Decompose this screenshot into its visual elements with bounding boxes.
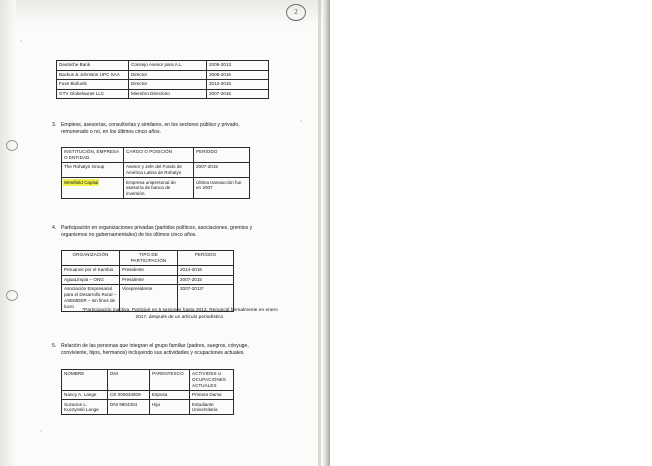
cell-organization: AguaLimpia – ONG [62,275,120,285]
question-index-4: 4. [52,225,57,231]
cell-relationship: Esposa [150,390,190,400]
table-header-row [62,251,234,266]
table-row [57,80,269,90]
question-index-3: 3. [52,122,57,128]
table-row [62,266,234,276]
cell-entity: Deutsche Bank [57,61,129,71]
question-text-5: Relación de las personas que integran el grupo familiar (padres, suegros, cónyuge, conviviente, hijos, hermanos) incluyendo sus actividades y ocupaciones actuales. [61,343,249,357]
scan-shading-left [0,0,16,466]
table-row [57,61,269,71]
cell-role: Consejo Asesor para A.L. [129,61,207,71]
table-row [62,163,250,178]
page-number: 2 [286,4,306,21]
highlighted-company-name: Westfield Capital [64,179,99,185]
cell-period: 2007-2015 [178,275,234,285]
family-table [61,369,234,415]
header-activities: ACTIVIDES U OCUPACIONES ACTUALES [190,370,234,391]
header-name: NOMBRE [62,370,108,391]
cell-period: 2008-2015 [207,70,269,80]
table-row [57,89,269,99]
question-index-5: 5. [52,343,57,349]
cell-period: Última transacción fue en 2007 [194,178,250,199]
header-period: PERÍODO [178,251,234,266]
header-dni: DNI [108,370,150,391]
organizations-table-wrapper [61,250,234,312]
background-right-panel [330,0,652,466]
employment-table-wrapper [61,147,250,199]
directorships-table-wrapper [56,60,269,99]
cell-dni: CE 000634509 [108,390,150,400]
header-period: PERÍODO [194,148,250,163]
cell-participation: Vicepresidente [120,285,178,312]
cell-period: 2012-2015 [207,80,269,90]
cell-entity: GTV Globelaunet LLC [57,89,129,99]
cell-role: Director [129,70,207,80]
cell-relationship: Hija [150,400,190,415]
header-relationship: PARENTESCO [150,370,190,391]
question-item-4 [52,225,270,240]
margin-mark-lower [6,290,18,301]
document-body [52,0,302,466]
family-table-wrapper [61,369,234,415]
cell-period: 2008-2013 [207,61,269,71]
cell-role: Director [129,80,207,90]
table-header-row [62,148,250,163]
cell-period: 2014-2016 [178,266,234,276]
table-row [62,390,234,400]
footnote: *Participación inactiva. Participé en 5 sesiones hasta 2013. Renuncié formalmente en enero 2017, después de un artículo periodístico. [82,308,278,321]
table-header-row [62,370,234,391]
cell-dni: DNI 9804304 [108,400,150,415]
scan-speck [40,430,42,432]
scan-edge-right [322,0,330,466]
table-row [62,178,250,199]
margin-mark-upper [6,140,18,151]
header-participation-type: TIPO DE PARTICIPACIÓN [120,251,178,266]
question-item-3 [52,122,267,137]
cell-participation: Presidente [120,266,178,276]
cell-organization: Peruanos por el Kambio [62,266,120,276]
table-row [62,275,234,285]
cell-role: Miembro Directorio [129,89,207,99]
cell-period: 2007-2013* [178,285,234,312]
cell-position: Empresa unipersonal de asesoría de banca de inversión. [124,178,194,199]
cell-name: Suzanne L. Kuczynski Lange [62,400,108,415]
question-text-3: Empleos, asesorías, consultorías y similares, en los sectores público y privado, remunerado o no, en los últimos cinco años. [61,122,240,136]
cell-participation: Presidente [120,275,178,285]
cell-institution: The Rohatyn Group [62,163,124,178]
cell-period: 2007-2015 [194,163,250,178]
question-item-5 [52,343,270,358]
cell-institution [62,178,124,199]
table-row [57,70,269,80]
cell-activities: Estudiante Universitaria [190,400,234,415]
header-institution: INSTITUCIÓN, EMPRESA O ENTIDAD [62,148,124,163]
cell-position: Asesor y Jefe del Fondo de América Latina de Rohatyn [124,163,194,178]
employment-table [61,147,250,199]
organizations-table [61,250,234,312]
cell-activities: Primera Dama [190,390,234,400]
table-row [62,400,234,415]
scan-right-strip [318,0,321,466]
header-organization: ORGANIZACIÓN [62,251,120,266]
question-text-4: Participación en organizaciones privadas (partidos políticos, asociaciones, gremios y organismos no gubernamentales) de los últimos cinco años. [61,225,253,239]
cell-entity: Fuxe Biofuels [57,80,129,90]
cell-name: Nancy A. Lange [62,390,108,400]
cell-entity: Backus & Johnston UPC SAA [57,70,129,80]
cell-period: 2007-2015 [207,89,269,99]
directorships-table [56,60,269,99]
cell-organization: Asociación Empresarial para el Desarrollo Rural – ASEMDER – sin fines de lucro [62,285,120,312]
header-position: CARGO O POSICIÓN [124,148,194,163]
scan-speck [20,40,22,42]
